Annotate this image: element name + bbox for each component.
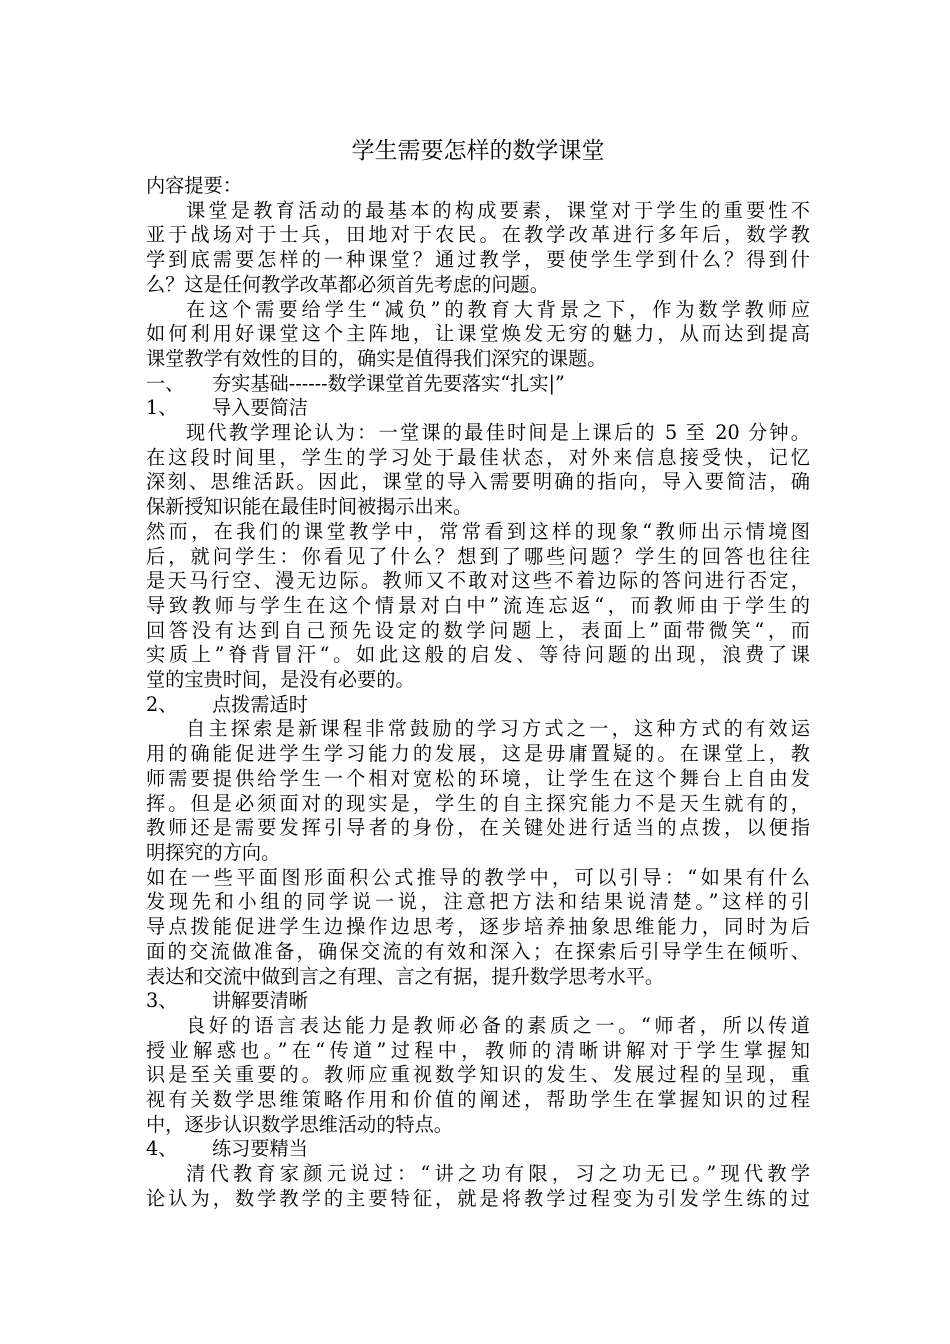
text-line: 识是至关重要的。教师应重视数学知识的发生、发展过程的呈现，重 [146,1063,810,1087]
section-heading [146,693,810,718]
text-line: 课堂教学有效性的目的，确实是值得我们深究的课题。 [146,346,607,370]
text-line: 在这个需要给学生“减负”的教育大背景之下，作为数学教师应 [186,297,810,321]
text-line: 课堂是教育活动的最基本的构成要素，课堂对于学生的重要性不 [186,198,810,222]
text-line: 堂的宝贵时间，是没有必要的。 [146,668,415,692]
text-line: 挥。但是必须面对的现实是，学生的自主探究能力不是天生就有的， [146,791,810,815]
text-line: 深刻、思维活跃。因此，课堂的导入需要明确的指向，导入要简洁，确 [146,470,810,494]
document-title: 学生需要怎样的数学课堂 [351,138,605,164]
text-line: 学到底需要怎样的一种课堂？通过教学，要使学生学到什么？得到什 [146,248,810,272]
text-line: 如何利用好课堂这个主阵地，让课堂焕发无穷的魅力，从而达到提高 [146,322,810,346]
section-number: 2、 [146,692,178,716]
text-line: 回答没有达到自己预先设定的数学问题上，表面上”面带微笑“，而 [146,618,810,642]
text-line: 视有关数学思维策略作用和价值的阐述，帮助学生在掌握知识的过程 [146,1088,810,1112]
text-line: 授业解惑也。”在“传道”过程中，教师的清晰讲解对于学生掌握知 [146,1038,810,1062]
text-line: 用的确能促进学生学习能力的发展，这是毋庸置疑的。在课堂上，教 [146,742,810,766]
section-heading-text: 点拨需适时 [212,692,308,716]
text-line: 发现先和小组的同学说一说，注意把方法和结果说清楚。”这样的引 [146,890,810,914]
text-line: 教师还是需要发挥引导者的身份，在关键处进行适当的点拨，以便指 [146,816,810,840]
text-line: 论认为，数学教学的主要特征，就是将教学过程变为引发学生练的过 [146,1186,810,1210]
section-heading-text: 练习要精当 [212,1137,308,1161]
section-number: 1、 [146,396,178,420]
text-line: 导点拨能促进学生边操作边思考，逐步培养抽象思维能力，同时为后 [146,915,810,939]
text-line: 然而，在我们的课堂教学中，常常看到这样的现象“教师出示情境图 [146,519,810,543]
section-number: 一、 [146,371,185,395]
text-line: 中，逐步认识数学思维活动的特点。 [146,1112,453,1136]
section-heading [146,372,810,397]
section-heading-text: 导入要简洁 [212,396,308,420]
text-line: 是天马行空、漫无边际。教师又不敢对这些不着边际的答问进行否定， [146,569,810,593]
text-line: 自主探索是新课程非常鼓励的学习方式之一，这种方式的有效运 [186,717,810,741]
section-heading-text: 夯实基础------数学课堂首先要落实“扎实|” [212,371,565,395]
section-number: 4、 [146,1137,178,1161]
text-line: 亚于战场对于士兵，田地对于农民。在教学改革进行多年后，数学教 [146,223,810,247]
section-heading [146,1137,810,1162]
text-line: 面的交流做准备，确保交流的有效和深入；在探索后引导学生在倾听、 [146,939,810,963]
text-line: 内容提要： [146,174,242,197]
text-line: 清代教育家颜元说过：“讲之功有限，习之功无已。”现代教学 [186,1162,810,1186]
text-line: 师需要提供给学生一个相对宽松的环境，让学生在这个舞台上自由发 [146,766,810,790]
section-heading [146,989,810,1014]
text-line: 么？这是任何教学改革都必须首先考虑的问题。 [146,272,549,296]
text-line: 保新授知识能在最佳时间被揭示出来。 [146,495,473,519]
section-number: 3、 [146,989,178,1013]
text-line: 明探究的方向。 [146,840,281,864]
section-heading-text: 讲解要清晰 [212,989,308,1013]
text-line: 现代教学理论认为：一堂课的最佳时间是上课后的 5 至 20 分钟。 [186,421,810,445]
text-line: 导致教师与学生在这个情景对白中”流连忘返“，而教师由于学生的 [146,593,810,617]
text-line: 后，就问学生：你看见了什么？想到了哪些问题？学生的回答也往往 [146,544,810,568]
text-line: 实质上”脊背冒汗“。如此这般的启发、等待问题的出现，浪费了课 [146,643,810,667]
document-page [146,132,810,1212]
text-line: 在这段时间里，学生的学习处于最佳状态，对外来信息接受快，记忆 [146,445,810,469]
text-line: 良好的语言表达能力是教师必备的素质之一。“师者，所以传道 [186,1013,810,1037]
text-line: 如在一些平面图形面积公式推导的教学中，可以引导：“如果有什么 [146,865,810,889]
text-line: 表达和交流中做到言之有理、言之有据，提升数学思考水平。 [146,964,665,988]
section-heading [146,396,810,421]
document-body [146,174,810,1212]
